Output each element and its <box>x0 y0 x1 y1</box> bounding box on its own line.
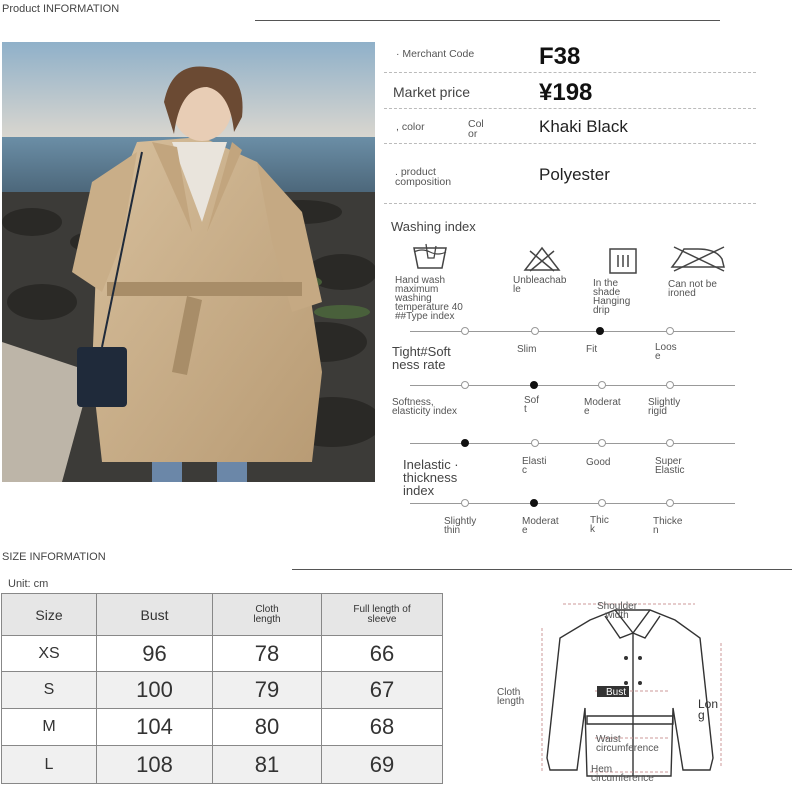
elasticity-scale-dot <box>531 439 539 447</box>
length-cell: 81 <box>213 746 322 784</box>
washing-title: Washing index <box>391 219 476 234</box>
tightness-scale-dot-selected <box>530 381 538 389</box>
thickness-scale-dot <box>461 499 469 507</box>
waist-label: Waist circumference <box>596 734 659 754</box>
hang-dry-icon <box>608 247 638 275</box>
sleeve-cell: 69 <box>322 746 443 784</box>
sleeve-cell: 68 <box>322 709 443 746</box>
elasticity-option: Super Elastic <box>655 456 685 476</box>
divider <box>384 108 756 109</box>
market-price-label: Market price <box>393 84 471 100</box>
long-label: Lon g <box>698 697 719 722</box>
tightness-scale-dot <box>666 381 674 389</box>
shoulder-width-label: Shoulder width <box>597 601 638 621</box>
tightness-option: Sof t <box>524 395 540 415</box>
tightness-scale-track <box>410 385 735 386</box>
elasticity-option: Elasti c <box>522 456 547 476</box>
product-photo <box>2 42 375 482</box>
sleeve-cell: 67 <box>322 672 443 709</box>
divider <box>384 72 756 73</box>
thickness-option: Thicke n <box>653 516 683 536</box>
product-info-header: Product INFORMATION <box>2 3 120 15</box>
hand-wash-icon <box>410 240 450 272</box>
merchant-code-value: F38 <box>539 43 581 70</box>
model-photo-illustration <box>2 42 375 482</box>
type-scale-dot <box>666 327 674 335</box>
type-scale-dot <box>531 327 539 335</box>
thickness-option: Thic k <box>590 515 609 535</box>
no-bleach-text: Unbleachab le <box>513 275 567 295</box>
elasticity-scale-dot-selected <box>461 439 469 447</box>
composition-value: Polyester <box>539 165 610 184</box>
header-rule <box>292 569 792 570</box>
tightness-option: Moderat e <box>584 397 621 417</box>
thickness-option: Slightly thin <box>444 516 477 536</box>
table-row <box>2 746 443 784</box>
size-cell: S <box>2 672 97 709</box>
elasticity-option: Good <box>586 457 611 468</box>
size-cell: L <box>2 746 97 784</box>
color-value: Khaki Black <box>539 117 628 136</box>
hand-wash-text: Hand wash maximum washing temperature 40 ##Type index <box>395 275 463 322</box>
size-cell: M <box>2 709 97 746</box>
bust-cell: 96 <box>97 636 213 672</box>
sleeve-cell: 66 <box>322 636 443 672</box>
no-bleach-icon <box>522 245 562 273</box>
table-row <box>2 636 443 672</box>
no-iron-text: Can not be ironed <box>668 279 717 299</box>
size-table-header: Cloth length <box>213 594 322 636</box>
color-label-2: Col or <box>468 118 484 140</box>
tightness-scale-dot <box>461 381 469 389</box>
divider <box>384 203 756 204</box>
garment-diagram <box>495 598 765 793</box>
type-option: Fit <box>586 344 598 355</box>
thickness-scale-dot <box>598 499 606 507</box>
size-table-header: Full length of sleeve <box>322 594 443 636</box>
size-table-header: Bust <box>97 594 213 636</box>
size-table-header: Size <box>2 594 97 636</box>
merchant-code-label: · Merchant Code <box>396 48 475 60</box>
thickness-scale-dot-selected <box>530 499 538 507</box>
bust-cell: 108 <box>97 746 213 784</box>
length-cell: 80 <box>213 709 322 746</box>
thickness-option: Moderat e <box>522 516 559 536</box>
length-cell: 79 <box>213 672 322 709</box>
bust-label: Bust <box>606 687 627 698</box>
cloth-length-label: Cloth length <box>497 687 525 707</box>
hang-dry-text: In the shade Hanging drip <box>593 278 631 316</box>
thickness-scale-track <box>410 503 735 504</box>
size-info-header: SIZE INFORMATION <box>2 551 106 563</box>
type-scale-track <box>410 331 735 332</box>
size-cell: XS <box>2 636 97 672</box>
thickness-label: Inelastic · thickness index <box>403 457 459 498</box>
no-iron-icon <box>668 243 728 273</box>
color-label: , color <box>396 121 425 133</box>
type-option: Slim <box>517 344 537 355</box>
tightness-scale-dot <box>598 381 606 389</box>
market-price-value: ¥198 <box>539 79 593 106</box>
bust-cell: 104 <box>97 709 213 746</box>
composition-label: . product composition <box>395 166 452 188</box>
type-scale-dot <box>461 327 469 335</box>
tightness-option: Slightly rigid <box>648 397 681 417</box>
size-table <box>1 593 443 784</box>
length-cell: 78 <box>213 636 322 672</box>
unit-label: Unit: cm <box>8 578 49 590</box>
table-row <box>2 709 443 746</box>
type-scale-dot-selected <box>596 327 604 335</box>
elasticity-scale-dot <box>666 439 674 447</box>
elasticity-scale-dot <box>598 439 606 447</box>
header-rule <box>255 20 720 21</box>
softness-label: Softness, elasticity index <box>392 397 458 417</box>
elasticity-scale-track <box>410 443 735 444</box>
type-option: Loos e <box>655 342 677 362</box>
bust-cell: 100 <box>97 672 213 709</box>
thickness-scale-dot <box>666 499 674 507</box>
table-row <box>2 672 443 709</box>
hem-label: Hem circumference <box>591 764 654 784</box>
tightness-label: Tight#Soft ness rate <box>392 344 451 372</box>
divider <box>384 143 756 144</box>
